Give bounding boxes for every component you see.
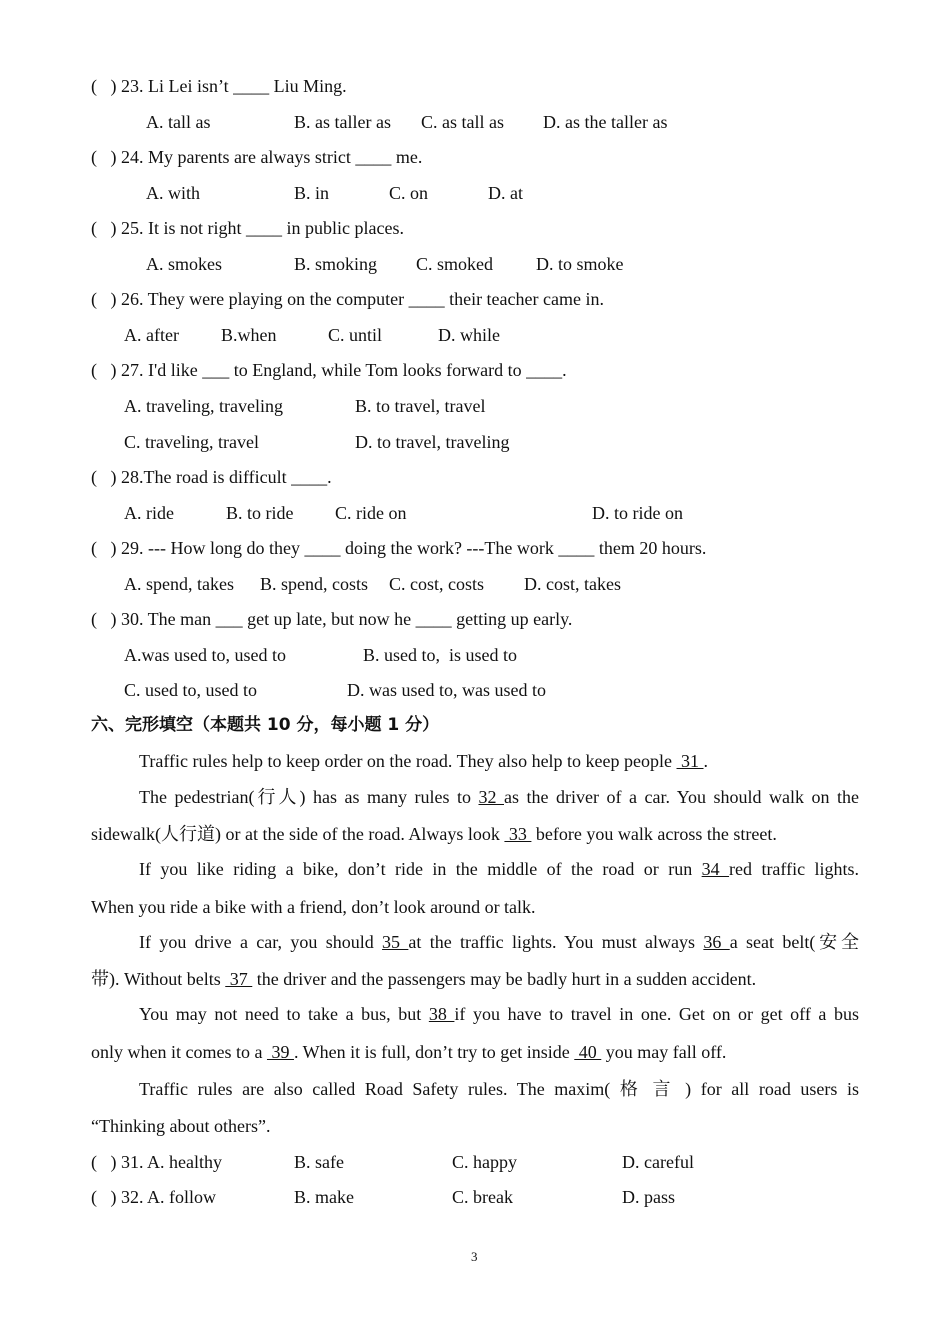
- option: A. spend, takes: [124, 574, 234, 594]
- passage-line: sidewalk(人行道) or at the side of the road. Always look 33 before you walk across the street.: [91, 824, 777, 844]
- question-stem: ( ) 30. The man ___ get up late, but now he ____ getting up early.: [91, 609, 573, 629]
- question-stem: ( ) 25. It is not right ____ in public places.: [91, 218, 404, 238]
- section-heading: 六、完形填空（本题共 10 分，每小题 1 分）: [91, 715, 440, 735]
- option: A.was used to, used to: [124, 645, 286, 665]
- option: B. safe: [294, 1152, 344, 1172]
- option: A. after: [124, 325, 179, 345]
- answer-blank: 35: [382, 932, 409, 952]
- option: D. cost, takes: [524, 574, 621, 594]
- passage-line: You may not need to take a bus, but 38 if you have to travel in one. Get on or get off a bus: [139, 1004, 859, 1024]
- option: B. to ride: [226, 503, 294, 523]
- option: B. make: [294, 1187, 354, 1207]
- option: B. in: [294, 183, 330, 203]
- option: C. used to, used to: [124, 680, 257, 700]
- option: D. to travel, traveling: [355, 432, 510, 452]
- question-stem: ( ) 26. They were playing on the computer ____ their teacher came in.: [91, 289, 604, 309]
- option: D. while: [438, 325, 500, 345]
- passage-line: When you ride a bike with a friend, don’t look around or talk.: [91, 897, 536, 917]
- passage-line: Traffic rules are also called Road Safety rules. The maxim( 格 言 ) for all road users is: [139, 1079, 859, 1099]
- answer-blank: 39: [266, 1042, 294, 1062]
- question-stem: ( ) 24. My parents are always strict ____ me.: [91, 147, 423, 167]
- answer-blank: 32: [478, 787, 504, 807]
- question-stem: ( ) 32. A. follow: [91, 1187, 216, 1207]
- option: B. to travel, travel: [355, 396, 486, 416]
- option: A. traveling, traveling: [124, 396, 283, 416]
- option: C. on: [389, 183, 429, 203]
- option: C. break: [452, 1187, 513, 1207]
- option: D. was used to, was used to: [347, 680, 546, 700]
- option: C. as tall as: [421, 112, 504, 132]
- option: D. careful: [622, 1152, 694, 1172]
- answer-blank: 36: [703, 932, 730, 952]
- option: C. ride on: [335, 503, 407, 523]
- option: A. with: [146, 183, 200, 203]
- option: B. smoking: [294, 254, 378, 274]
- option: D. to smoke: [536, 254, 624, 274]
- option: B. used to, is used to: [363, 645, 518, 665]
- question-stem: ( ) 27. I'd like ___ to England, while Tom looks forward to ____.: [91, 360, 567, 380]
- answer-blank: 34: [701, 859, 730, 879]
- passage-line: 带). Without belts 37 the driver and the passengers may be badly hurt in a sudden accident.: [91, 969, 757, 989]
- passage-line: only when it comes to a 39 . When it is full, don’t try to get inside 40 you may fall off.: [91, 1042, 727, 1062]
- answer-blank: 37: [225, 969, 253, 989]
- question-stem: ( ) 31. A. healthy: [91, 1152, 222, 1172]
- option: C. traveling, travel: [124, 432, 259, 452]
- answer-blank: 38: [428, 1004, 455, 1024]
- option: B. as taller as: [294, 112, 391, 132]
- option: A. tall as: [146, 112, 211, 132]
- passage-line: If you like riding a bike, don’t ride in the middle of the road or run 34 red traffic lights.: [139, 859, 859, 879]
- answer-blank: 31: [676, 751, 704, 771]
- option: D. to ride on: [592, 503, 683, 523]
- option: A. ride: [124, 503, 174, 523]
- page-number: 3: [471, 1249, 478, 1264]
- option: B.when: [221, 325, 277, 345]
- passage-line: Traffic rules help to keep order on the road. They also help to keep people 31 .: [139, 751, 709, 771]
- option: B. spend, costs: [260, 574, 368, 594]
- question-stem: ( ) 23. Li Lei isn’t ____ Liu Ming.: [91, 76, 347, 96]
- option: A. smokes: [146, 254, 222, 274]
- question-stem: ( ) 29. --- How long do they ____ doing the work? ---The work ____ them 20 hours.: [91, 538, 707, 558]
- passage-line: The pedestrian(行人) has as many rules to 32 as the driver of a car. You should walk on the: [139, 787, 859, 807]
- option: C. happy: [452, 1152, 517, 1172]
- passage-line: “Thinking about others”.: [91, 1116, 271, 1136]
- option: C. cost, costs: [389, 574, 485, 594]
- question-stem: ( ) 28.The road is difficult ____.: [91, 467, 332, 487]
- passage-line: If you drive a car, you should 35 at the traffic lights. You must always 36 a seat belt(安全: [139, 932, 860, 952]
- option: D. pass: [622, 1187, 675, 1207]
- answer-blank: 33: [504, 824, 532, 844]
- option: C. smoked: [416, 254, 494, 274]
- option: D. as the taller as: [543, 112, 668, 132]
- answer-blank: 40: [574, 1042, 602, 1062]
- option: C. until: [328, 325, 383, 345]
- option: D. at: [488, 183, 523, 203]
